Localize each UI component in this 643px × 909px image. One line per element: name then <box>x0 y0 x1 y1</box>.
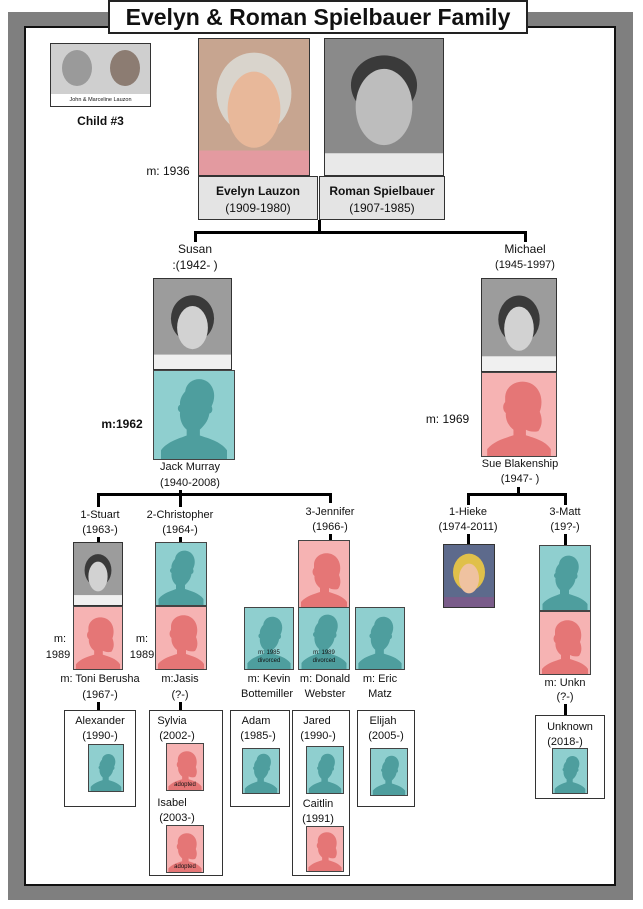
susan-name: Susan <box>177 242 213 256</box>
caitlin-name: Caitlin <box>302 798 334 810</box>
evelyn-dates: (1909-1980) <box>225 201 291 215</box>
alexander-dates: (1990-) <box>82 730 118 742</box>
matt-spouse-name: m: Unkn <box>544 677 586 689</box>
child-number-label: Child #3 <box>77 114 124 128</box>
jennifer-silhouette <box>298 540 350 608</box>
jasis-name: m:Jasis <box>161 673 199 685</box>
toni-berusha-silhouette <box>73 606 123 670</box>
donald-marriage-note: m: 1989 <box>313 650 335 656</box>
sue-blakenship-silhouette <box>481 372 557 457</box>
eric-name: m: Eric <box>362 673 398 685</box>
kevin-name: m: Kevin <box>247 673 291 685</box>
christopher-silhouette <box>155 542 207 606</box>
caitlin-silhouette <box>306 826 344 872</box>
grandparents-caption: John & Marceline Lauzon <box>51 94 150 106</box>
evelyn-name: Evelyn Lauzon <box>215 184 301 198</box>
michael-children-bar <box>467 493 567 496</box>
christopher-drop <box>179 493 182 507</box>
page-title: Evelyn & Roman Spielbauer Family <box>108 0 528 34</box>
isabel-adopted-note: adopted <box>174 864 196 870</box>
eric-matz-silhouette <box>355 607 405 670</box>
donald-webster-silhouette <box>298 607 350 670</box>
kevin-marriage-note: m: 1985 <box>258 650 280 656</box>
matt-drop <box>564 493 567 505</box>
elijah-name: Elijah <box>369 715 397 727</box>
kevin-divorced-note: divorced <box>257 658 281 664</box>
donald-divorced-note: divorced <box>312 658 336 664</box>
susan-dates: :(1942- ) <box>172 258 218 272</box>
jack-murray-dates: (1940-2008) <box>160 477 220 489</box>
matt-kids-drop <box>564 704 567 715</box>
susan-children-bar <box>97 493 332 496</box>
couple-marriage: m: 1936 <box>146 164 190 178</box>
michael-drop <box>524 231 527 242</box>
sue-blakenship-name: Sue Blakenship <box>481 458 559 470</box>
evelyn-photo <box>198 38 310 176</box>
stuart-name: 1-Stuart <box>80 509 120 521</box>
jack-murray-silhouette <box>153 370 235 460</box>
christopher-marriage-year: 1989 <box>129 649 155 661</box>
sylvia-adopted-note: adopted <box>174 782 196 788</box>
jennifer-drop <box>329 493 332 503</box>
christopher-name: 2-Christopher <box>146 509 214 521</box>
eric-surname: Matz <box>368 688 392 700</box>
elijah-dates: (2005-) <box>368 730 404 742</box>
susan-marriage: m:1962 <box>101 417 143 431</box>
hieke-photo-link <box>467 534 470 544</box>
children-bar <box>194 231 527 234</box>
jared-dates: (1990-) <box>300 730 336 742</box>
sylvia-silhouette <box>166 743 204 791</box>
donald-surname: Webster <box>304 688 346 700</box>
hieke-name: 1-Hieke <box>449 506 487 518</box>
grandparents-photo <box>50 43 151 107</box>
unknown-name: Unknown <box>547 721 593 733</box>
stuart-photo <box>73 542 123 606</box>
christopher-kids-drop <box>179 702 182 710</box>
isabel-dates: (2003-) <box>159 812 195 824</box>
jasis-dates: (?-) <box>171 689 189 701</box>
michael-photo <box>481 278 557 372</box>
susan-photo <box>153 278 232 370</box>
adam-dates: (1985-) <box>240 730 276 742</box>
unknown-dates: (2018-) <box>547 736 583 748</box>
roman-dates: (1907-1985) <box>349 201 415 215</box>
caitlin-dates: (1991) <box>302 813 334 825</box>
matt-photo-link <box>564 534 567 545</box>
donald-name: m: Donald <box>299 673 351 685</box>
stuart-marriage-year: 1989 <box>45 649 71 661</box>
roman-name: Roman Spielbauer <box>329 184 435 198</box>
hieke-photo <box>443 544 495 608</box>
toni-berusha-name: m: Toni Berusha <box>60 673 140 685</box>
isabel-name: Isabel <box>157 797 187 809</box>
stuart-marriage-label: m: <box>53 633 67 645</box>
alexander-name: Alexander <box>75 715 125 727</box>
adam-name: Adam <box>241 715 271 727</box>
alexander-silhouette <box>88 744 124 792</box>
jared-silhouette <box>306 746 344 794</box>
christopher-marriage-label: m: <box>135 633 149 645</box>
kevin-bottemiller-silhouette <box>244 607 294 670</box>
matt-spouse-silhouette <box>539 611 591 675</box>
roman-namebox <box>319 176 445 220</box>
sylvia-dates: (2002-) <box>159 730 195 742</box>
sylvia-name: Sylvia <box>157 715 187 727</box>
michael-name: Michael <box>504 242 546 256</box>
hieke-dates: (1974-2011) <box>438 521 498 533</box>
jennifer-name: 3-Jennifer <box>305 506 355 518</box>
hieke-drop <box>467 493 470 505</box>
roman-photo <box>324 38 444 176</box>
jasis-silhouette <box>155 606 207 670</box>
jared-name: Jared <box>303 715 331 727</box>
stuart-drop <box>97 493 100 507</box>
unknown-silhouette <box>552 748 588 794</box>
stuart-kids-drop <box>97 702 100 710</box>
kevin-surname: Bottemiller <box>241 688 293 700</box>
matt-silhouette <box>539 545 591 611</box>
jennifer-dates: (1966-) <box>312 521 348 533</box>
adam-silhouette <box>242 748 280 794</box>
toni-berusha-dates: (1967-) <box>82 689 118 701</box>
stuart-dates: (1963-) <box>82 524 118 536</box>
michael-marriage: m: 1969 <box>425 412 470 426</box>
michael-dates: (1945-1997) <box>495 259 555 271</box>
jack-murray-name: Jack Murray <box>160 461 220 473</box>
christopher-dates: (1964-) <box>162 524 198 536</box>
evelyn-namebox <box>198 176 318 220</box>
sue-blakenship-dates: (1947- ) <box>500 473 540 485</box>
matt-dates: (19?-) <box>550 521 580 533</box>
elijah-silhouette <box>370 748 408 796</box>
susan-drop <box>194 231 197 242</box>
matt-spouse-dates: (?-) <box>556 691 574 703</box>
isabel-silhouette <box>166 825 204 873</box>
matt-name: 3-Matt <box>549 506 581 518</box>
